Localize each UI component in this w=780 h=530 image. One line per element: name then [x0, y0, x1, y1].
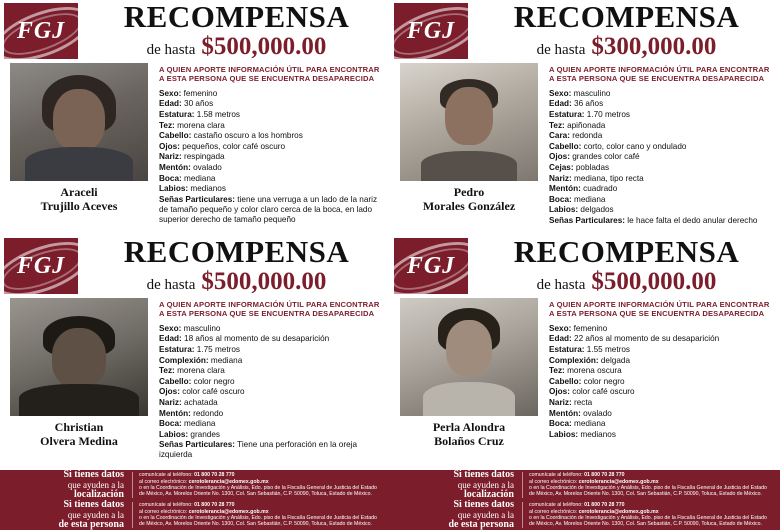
- phone-number[interactable]: 01 800 70 28 770: [194, 472, 235, 479]
- reward-amount: $300,000.00: [591, 33, 717, 60]
- poster-callout: A QUIEN APORTE INFORMACIÓN ÚTIL PARA ENCONTRAR A ESTA PERSONA QUE SE ENCUENTRA DESAPARECIDA: [159, 65, 380, 84]
- detail-row: [159, 163, 383, 173]
- detail-label: Cara:: [549, 131, 570, 141]
- detail-value: color café oscuro: [182, 387, 245, 397]
- footer-line-2: que ayuden a la: [67, 510, 124, 520]
- detail-row: [549, 205, 773, 215]
- person-name: [41, 185, 118, 213]
- detail-value: medianos: [580, 429, 616, 439]
- poster-pedro: [390, 0, 780, 235]
- email-address[interactable]: cerotolerancia@edomex.gob.mx: [188, 508, 269, 515]
- detail-row: [549, 174, 773, 184]
- office-address: o en la Coordinación de Investigación y Análisis, Edo. piso de la Fiscalía General de Justicia del Estado de México, Av. Morelos Oriente No. 1300, Col. San Sebastián, C.P. 50090, Toluca, Estado de México.: [139, 515, 377, 528]
- detail-value: mediana: [184, 419, 216, 429]
- poster-callout: A QUIEN APORTE INFORMACIÓN ÚTIL PARA ENCONTRAR A ESTA PERSONA QUE SE ENCUENTRA DESAPARECIDA: [159, 300, 380, 319]
- detail-row: [159, 152, 383, 162]
- office-address: o en la Coordinación de Investigación y Análisis, Edo. piso de la Fiscalía General de Justicia del Estado de México, Av. Morelos Oriente No. 1300, Col. San Sebastián, C.P. 50090, Toluca, Estado de México.: [529, 515, 767, 528]
- detail-row: [549, 142, 773, 152]
- fgj-logo: [4, 3, 78, 59]
- phone-intro: comunícate al teléfono:: [139, 472, 193, 479]
- poster-callout: A QUIEN APORTE INFORMACIÓN ÚTIL PARA ENCONTRAR A ESTA PERSONA QUE SE ENCUENTRA DESAPARECIDA: [549, 65, 770, 84]
- detail-value: respingada: [184, 152, 225, 162]
- logo-text: FGJ: [16, 252, 66, 279]
- footer-line-2: que ayuden a la: [457, 510, 514, 520]
- photo-face-shape: [53, 89, 105, 151]
- reward-upto-label: de hasta: [536, 277, 586, 293]
- detail-label: Tez:: [549, 120, 565, 130]
- detail-label: Tez:: [159, 120, 175, 130]
- detail-row: [159, 184, 383, 194]
- detail-label: Cabello:: [159, 376, 192, 386]
- detail-row: [549, 419, 773, 429]
- detail-row: [549, 110, 773, 120]
- detail-value: achatada: [184, 397, 218, 407]
- detail-value: tiene una verruga a un lado de la nariz de tamaño pequeño y color claro cerca de la boca, en lado superior derecho de tamaño pequeño: [159, 194, 378, 224]
- detail-label: Ojos:: [549, 152, 570, 162]
- detail-row: [549, 324, 773, 334]
- person-photo: [400, 63, 538, 181]
- detail-row: [159, 356, 383, 366]
- poster-araceli: [0, 0, 390, 235]
- email-address[interactable]: cerotolerancia@edomex.gob.mx: [578, 478, 659, 485]
- detail-row: [549, 152, 773, 162]
- reward-upto-label: de hasta: [146, 277, 196, 293]
- detail-label: Estatura:: [549, 345, 585, 354]
- detail-value: 1.70 metros: [586, 110, 631, 119]
- detail-label: Labios:: [549, 205, 579, 215]
- contact-footer-left-bottom: [0, 500, 390, 530]
- person-photo: [400, 298, 538, 416]
- detail-row: [549, 184, 773, 194]
- detail-value: femenino: [573, 323, 608, 333]
- detail-label: Cejas:: [549, 162, 574, 172]
- person-details: [549, 324, 773, 440]
- detail-label: Edad:: [159, 334, 182, 344]
- detail-row: [159, 334, 383, 344]
- reward-amount: $500,000.00: [201, 33, 327, 60]
- detail-label: Estatura:: [159, 110, 195, 119]
- detail-label: Tez:: [159, 366, 175, 376]
- detail-row: [549, 366, 773, 376]
- detail-value: 18 años al momento de su desaparición: [184, 334, 330, 344]
- footer-line-3: localización: [74, 489, 124, 500]
- detail-label: Edad:: [549, 334, 572, 344]
- photo-face-shape: [446, 320, 492, 376]
- detail-value: grandes color café: [572, 152, 640, 162]
- poster-perla: [390, 235, 780, 470]
- footer-line-1: Si tienes datos: [453, 470, 514, 480]
- reward-upto-label: de hasta: [146, 42, 196, 58]
- footer-line-4: de esta persona: [448, 519, 514, 530]
- detail-label: Mentón:: [549, 408, 581, 418]
- detail-label: Ojos:: [159, 141, 180, 151]
- photo-face-shape: [445, 87, 493, 145]
- detail-label: Boca:: [159, 419, 182, 429]
- detail-label: Nariz:: [159, 152, 182, 162]
- person-photo: [10, 63, 148, 181]
- detail-value: apiñonada: [567, 120, 606, 130]
- office-address: o en la Coordinación de Investigación y Análisis, Edo. piso de la Fiscalía General de Justicia del Estado de México, Av. Morelos Oriente No. 1300, Col. San Sebastián, C.P. 50090, Toluca, Estado de México.: [139, 485, 377, 498]
- reward-amount: $500,000.00: [591, 268, 717, 295]
- footer-line-2: que ayuden a la: [67, 480, 124, 490]
- poster-callout: A QUIEN APORTE INFORMACIÓN ÚTIL PARA ENCONTRAR A ESTA PERSONA QUE SE ENCUENTRA DESAPARECIDA: [549, 300, 770, 319]
- photo-torso-shape: [423, 382, 515, 416]
- detail-row: [159, 142, 383, 152]
- contact-footer-left: [0, 470, 390, 500]
- detail-row: [159, 99, 383, 109]
- footer-line-1: Si tienes datos: [453, 500, 514, 510]
- detail-value: delgados: [580, 205, 614, 215]
- detail-label: Edad:: [549, 99, 572, 109]
- detail-label: Labios:: [159, 184, 189, 194]
- detail-label: Señas Particulares:: [159, 194, 236, 204]
- detail-row: [549, 377, 773, 387]
- detail-label: Sexo:: [549, 323, 572, 333]
- person-name-line1: Pedro: [453, 185, 485, 199]
- poster-header: [391, 236, 779, 294]
- detail-row: [159, 131, 383, 141]
- person-name-line2: Bolaños Cruz: [434, 434, 504, 448]
- detail-row: [549, 195, 773, 205]
- detail-value: medianos: [190, 184, 226, 194]
- detail-row: [549, 89, 773, 99]
- person-name-line2: Morales González: [422, 199, 516, 213]
- phone-intro: comunícate al teléfono:: [529, 472, 583, 479]
- detail-row: [159, 430, 383, 440]
- detail-value: redonda: [572, 131, 603, 141]
- detail-label: Labios:: [549, 429, 579, 439]
- person-name: [40, 420, 118, 448]
- person-name-line2: Olvera Medina: [40, 434, 118, 448]
- detail-value: 30 años: [184, 99, 214, 109]
- detail-value: mediana: [210, 355, 243, 365]
- detail-value: castaño oscuro a los hombros: [193, 131, 303, 141]
- detail-label: Boca:: [159, 173, 182, 183]
- detail-value: morena oscura: [567, 366, 622, 376]
- detail-row: [549, 99, 773, 109]
- footer-line-4: de esta persona: [58, 519, 124, 530]
- detail-label: Cabello:: [549, 376, 582, 386]
- detail-label: Boca:: [549, 194, 572, 204]
- detail-value: morena clara: [177, 120, 225, 130]
- poster-header: [391, 1, 779, 59]
- detail-value: mediana, tipo recta: [574, 173, 644, 183]
- detail-value: 22 años al momento de su desaparición: [574, 334, 720, 344]
- detail-value: femenino: [183, 88, 218, 98]
- fgj-logo: [4, 238, 78, 294]
- detail-label: Estatura:: [159, 345, 195, 354]
- person-details: [549, 89, 773, 226]
- detail-label: Nariz:: [549, 173, 572, 183]
- person-name: [433, 420, 505, 448]
- reward-title: RECOMPENSA: [513, 0, 740, 34]
- email-intro: al correo electrónico:: [139, 508, 188, 515]
- detail-value: Tiene una perforación en la oreja izquierda: [159, 440, 358, 460]
- logo-text: FGJ: [16, 17, 66, 44]
- detail-label: Mentón:: [159, 408, 191, 418]
- detail-value: color negro: [583, 376, 625, 386]
- person-name-line1: Christian: [54, 420, 104, 434]
- email-address[interactable]: cerotolerancia@edomex.gob.mx: [578, 508, 659, 515]
- detail-value: ovalado: [193, 162, 222, 172]
- detail-value: delgada: [600, 355, 631, 365]
- phone-number[interactable]: 01 800 70 28 770: [584, 502, 625, 509]
- photo-face-shape: [52, 328, 106, 388]
- detail-label: Nariz:: [549, 397, 572, 407]
- detail-label: Tez:: [549, 366, 565, 376]
- detail-row: [159, 345, 383, 355]
- detail-row: [549, 398, 773, 408]
- contact-footer-right-bottom: [390, 500, 780, 530]
- phone-intro: comunícate al teléfono:: [529, 502, 583, 509]
- detail-label: Labios:: [159, 429, 189, 439]
- detail-value: color negro: [193, 376, 235, 386]
- detail-label: Cabello:: [549, 141, 582, 151]
- fgj-logo: [394, 238, 468, 294]
- detail-label: Ojos:: [549, 387, 570, 397]
- reward-upto-label: de hasta: [536, 42, 586, 58]
- detail-value: mediana: [574, 419, 606, 429]
- detail-row: [549, 387, 773, 397]
- detail-row: [159, 89, 383, 99]
- person-details: [159, 324, 383, 461]
- detail-row: [159, 440, 383, 460]
- detail-value: le hace falta el dedo anular derecho: [627, 215, 758, 225]
- detail-row: [159, 387, 383, 397]
- fgj-logo: [394, 3, 468, 59]
- poster-christian: [0, 235, 390, 470]
- detail-label: Edad:: [159, 99, 182, 109]
- detail-value: mediana: [184, 173, 216, 183]
- email-intro: al correo electrónico:: [139, 478, 188, 485]
- footer-line-2: que ayuden a la: [457, 480, 514, 490]
- photo-torso-shape: [25, 147, 133, 181]
- email-intro: al correo electrónico:: [529, 508, 578, 515]
- person-name: [423, 185, 515, 213]
- detail-value: pequeños, color café oscuro: [182, 141, 286, 151]
- detail-row: [549, 356, 773, 366]
- detail-row: [159, 324, 383, 334]
- detail-row: [549, 131, 773, 141]
- detail-value: pobladas: [575, 162, 610, 172]
- detail-row: [549, 409, 773, 419]
- reward-title: RECOMPENSA: [123, 235, 350, 269]
- detail-label: Cabello:: [159, 131, 192, 141]
- footer-line-1: Si tienes datos: [63, 470, 124, 480]
- detail-row: [159, 195, 383, 225]
- detail-label: Sexo:: [159, 88, 182, 98]
- detail-label: Complexión:: [159, 355, 209, 365]
- photo-torso-shape: [421, 151, 517, 181]
- detail-label: Boca:: [549, 419, 572, 429]
- detail-label: Mentón:: [549, 184, 581, 194]
- detail-value: grandes: [190, 429, 220, 439]
- reward-amount: $500,000.00: [201, 268, 327, 295]
- detail-row: [159, 110, 383, 120]
- detail-label: Ojos:: [159, 387, 180, 397]
- footer-line-3: localización: [464, 489, 514, 500]
- detail-value: 1.58 metros: [196, 110, 241, 119]
- poster-header: [1, 1, 389, 59]
- phone-intro: comunícate al teléfono:: [139, 502, 193, 509]
- detail-value: ovalado: [583, 408, 612, 418]
- detail-row: [159, 366, 383, 376]
- person-photo: [10, 298, 148, 416]
- detail-row: [159, 377, 383, 387]
- detail-label: Complexión:: [549, 355, 599, 365]
- detail-value: recta: [574, 397, 593, 407]
- detail-value: mediana: [574, 194, 606, 204]
- detail-value: cuadrado: [583, 184, 618, 194]
- detail-label: Sexo:: [159, 323, 182, 333]
- email-intro: al correo electrónico:: [529, 478, 578, 485]
- detail-value: color café oscuro: [572, 387, 635, 397]
- person-name-line1: Perla Alondra: [432, 420, 506, 434]
- detail-value: masculino: [183, 323, 221, 333]
- detail-label: Estatura:: [549, 110, 585, 119]
- detail-row: [159, 398, 383, 408]
- detail-row: [549, 430, 773, 440]
- footer-line-1: Si tienes datos: [63, 500, 124, 510]
- detail-row: [549, 345, 773, 355]
- detail-row: [159, 121, 383, 131]
- detail-value: masculino: [573, 88, 611, 98]
- office-address: o en la Coordinación de Investigación y Análisis, Edo. piso de la Fiscalía General de Justicia del Estado de México, Av. Morelos Oriente No. 1300, Col. San Sebastián, C.P. 50090, Toluca, Estado de México.: [529, 485, 767, 498]
- person-name-line1: Araceli: [60, 185, 98, 199]
- detail-label: Señas Particulares:: [549, 215, 626, 225]
- detail-label: Señas Particulares:: [159, 440, 236, 450]
- detail-value: redondo: [193, 408, 224, 418]
- detail-label: Nariz:: [159, 397, 182, 407]
- poster-header: [1, 236, 389, 294]
- detail-value: 1.75 metros: [196, 345, 241, 354]
- photo-torso-shape: [19, 384, 139, 416]
- reward-title: RECOMPENSA: [513, 235, 740, 269]
- email-address[interactable]: cerotolerancia@edomex.gob.mx: [188, 478, 269, 485]
- detail-value: 36 años: [574, 99, 604, 109]
- detail-value: corto, color cano y ondulado: [583, 141, 687, 151]
- person-name-line2: Trujillo Aceves: [40, 199, 118, 213]
- detail-row: [159, 419, 383, 429]
- detail-row: [159, 174, 383, 184]
- detail-row: [549, 121, 773, 131]
- logo-text: FGJ: [406, 252, 456, 279]
- logo-text: FGJ: [406, 17, 456, 44]
- detail-label: Mentón:: [159, 162, 191, 172]
- detail-value: 1.55 metros: [586, 345, 631, 354]
- reward-title: RECOMPENSA: [123, 0, 350, 34]
- detail-row: [549, 216, 773, 226]
- person-details: [159, 89, 383, 225]
- detail-row: [549, 163, 773, 173]
- detail-value: morena clara: [177, 366, 225, 376]
- detail-row: [549, 334, 773, 344]
- contact-footer-right: [390, 470, 780, 500]
- detail-label: Sexo:: [549, 88, 572, 98]
- phone-number[interactable]: 01 800 70 28 770: [584, 472, 625, 479]
- phone-number[interactable]: 01 800 70 28 770: [194, 502, 235, 509]
- detail-row: [159, 409, 383, 419]
